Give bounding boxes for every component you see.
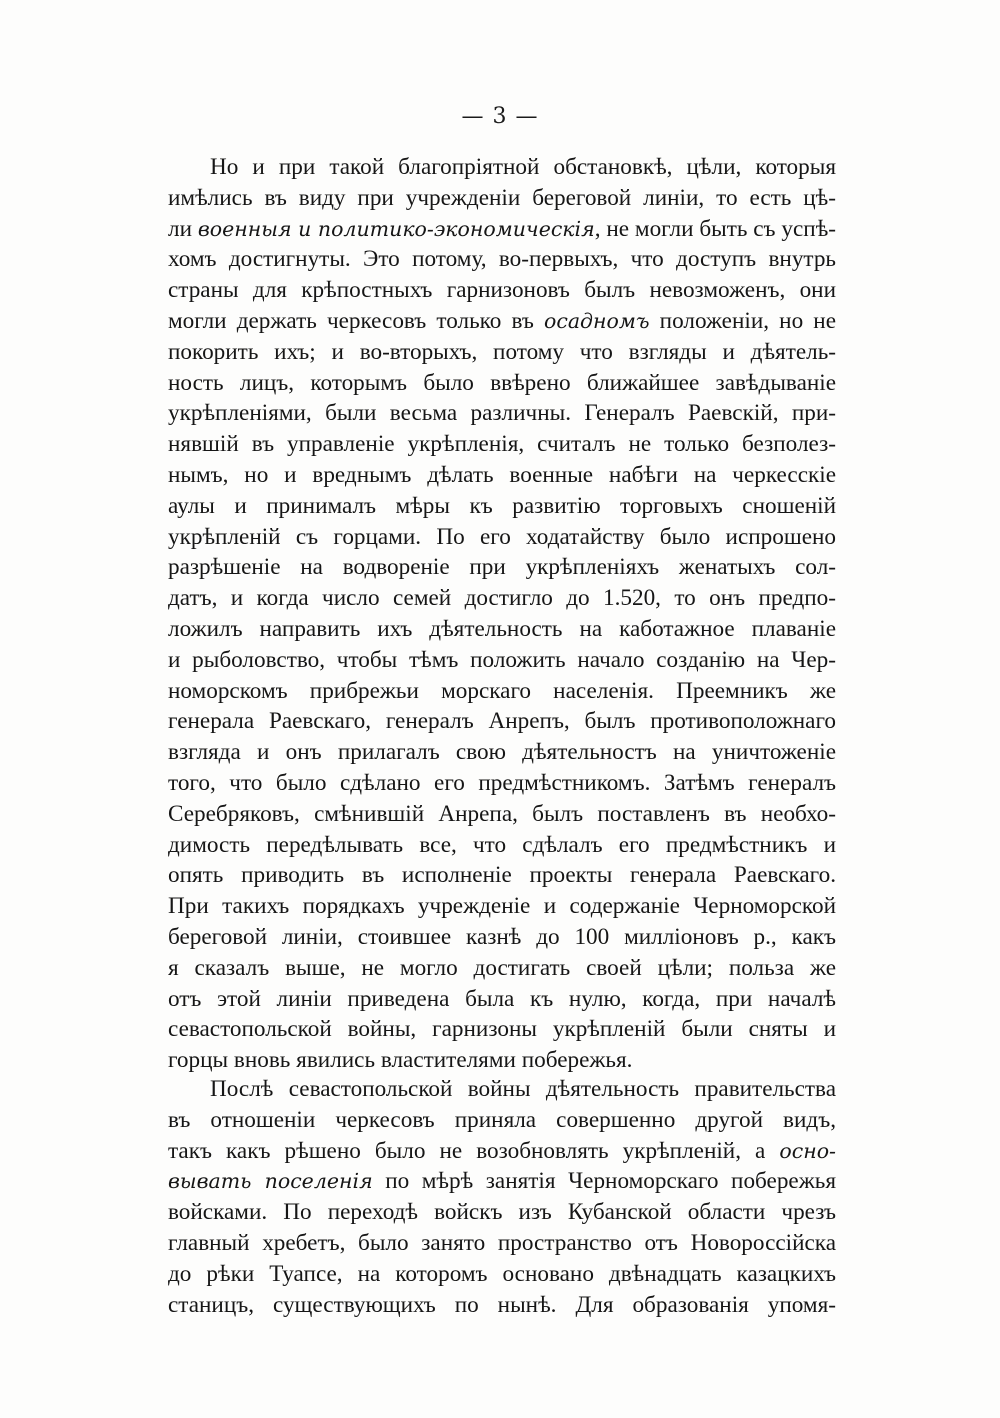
text-run: въ отношеніи черкесовъ приняла совершенно другой видъ, [168, 1106, 836, 1133]
text-run: могли держать черкесовъ только въ [168, 307, 544, 334]
text-line [168, 306, 836, 337]
text-run: нявшій въ управленіе укрѣпленія, считалъ не только безполез- [168, 431, 836, 458]
text-run: имѣлись въ виду при учрежденіи береговой линіи, то есть цѣ- [168, 184, 836, 211]
text-run: Но и при такой благопріятной обстановкѣ, цѣли, которыя [210, 154, 836, 180]
page-number: — 3 — [461, 104, 539, 129]
text-run: ложилъ направить ихъ дѣятельность на каботажное плаваніе [168, 615, 836, 642]
text-line [168, 522, 836, 553]
text-line [168, 645, 836, 676]
text-line [168, 398, 836, 429]
paragraph-1 [168, 152, 836, 1076]
text-run: станицъ, существующихъ по нынѣ. Для образованія упомя- [168, 1291, 836, 1318]
text-line [168, 922, 836, 953]
text-run: номорскомъ прибрежьи морскаго населенія. Преемникъ же [168, 677, 836, 704]
text-line [168, 429, 836, 460]
text-run: укрѣпленій съ горцами. По его ходатайству было испрошено [168, 523, 836, 550]
italic-run: вывать поселенія [168, 1169, 373, 1194]
text-run: укрѣпленіями, были весьма различны. Генералъ Раевскій, при- [168, 400, 836, 427]
text-line [168, 460, 836, 491]
text-run: покорить ихъ; и во-вторыхъ, потому что взгляды и дѣятель- [168, 338, 836, 365]
text-line [168, 737, 836, 768]
text-line [168, 183, 836, 214]
text-run: опять приводить въ исполненіе проекты генерала Раевскаго. [168, 862, 836, 889]
text-run: Послѣ севастопольской войны дѣятельность правительства [210, 1076, 836, 1102]
text-line [168, 1014, 836, 1045]
text-run: войсками. По переходѣ войскъ изъ Кубанской области чрезъ [168, 1199, 836, 1226]
italic-run: военныя и политико-экономическія [197, 216, 595, 241]
text-run: горцы вновь явились властителями побережья. [168, 1047, 633, 1074]
text-line [168, 337, 836, 368]
text-line [168, 1228, 836, 1259]
text-run: по мѣрѣ занятія Черноморскаго побережья [372, 1168, 836, 1195]
text-line [168, 706, 836, 737]
text-run: ли [168, 215, 198, 242]
text-line [168, 1259, 836, 1290]
text-line [168, 953, 836, 984]
text-run: и рыболовство, чтобы тѣмъ положить начало созданію на Чер- [168, 646, 836, 673]
text-run: положеніи, но не [649, 307, 836, 334]
text-run: аулы и принималъ мѣры къ развитію торговыхъ сношеній [168, 492, 836, 519]
text-line [168, 768, 836, 799]
text-line [168, 799, 836, 830]
text-line [168, 1074, 836, 1105]
text-run: я сказалъ выше, не могло достигать своей цѣли; польза же [168, 954, 836, 981]
text-run: генерала Раевскаго, генералъ Анрепъ, былъ противоположнаго [168, 708, 836, 735]
text-run: ность лицъ, которымъ было ввѣрено ближайшее завѣдываніе [168, 369, 836, 396]
text-line [168, 244, 836, 275]
text-line [168, 275, 836, 306]
text-line [168, 552, 836, 583]
text-run: главный хребетъ, было занято пространство отъ Новороссійска [168, 1229, 836, 1256]
text-line [168, 830, 836, 861]
text-run: разрѣшеніе на водвореніе при укрѣпленіяхъ женатыхъ сол- [168, 554, 836, 581]
text-run: береговой линіи, стоившее казнѣ до 100 милліоновъ р., какъ [168, 923, 836, 950]
text-line [168, 1136, 836, 1167]
italic-run: осно- [779, 1138, 836, 1163]
text-line [168, 1197, 836, 1228]
text-line [168, 984, 836, 1015]
text-line [168, 1045, 836, 1076]
text-run: , не могли быть съ успѣ- [594, 215, 837, 242]
text-line [168, 583, 836, 614]
paragraph-2 [168, 1074, 836, 1320]
text-line [168, 614, 836, 645]
text-run: Серебряковъ, смѣнившій Анрепа, былъ поставленъ въ необхо- [168, 800, 836, 827]
text-line [168, 1166, 836, 1197]
text-run: севастопольской войны, гарнизоны укрѣпленій были сняты и [168, 1016, 836, 1043]
text-run: хомъ достигнуты. Это потому, во-первыхъ, что доступъ внутрь [168, 246, 836, 273]
text-run: того, что было сдѣлано его предмѣстникомъ. Затѣмъ генералъ [168, 769, 836, 796]
text-run: нымъ, но и вреднымъ дѣлать военные набѣги на черкесскіе [168, 461, 836, 488]
text-run: отъ этой линіи приведена была къ нулю, когда, при началѣ [168, 985, 836, 1012]
text-run: датъ, и когда число семей достигло до 1.520, то онъ предпо- [168, 585, 836, 612]
text-line [168, 1105, 836, 1136]
text-line [168, 491, 836, 522]
text-run: взгляда и онъ прилагалъ свою дѣятельностъ на уничтоженіе [168, 739, 836, 766]
text-line [168, 676, 836, 707]
text-run: до рѣки Туапсе, на которомъ основано двѣнадцать казацкихъ [168, 1260, 836, 1287]
text-line [168, 368, 836, 399]
text-run: При такихъ порядкахъ учрежденіе и содержаніе Черноморской [168, 893, 836, 920]
text-line [168, 152, 836, 183]
text-line [168, 891, 836, 922]
text-line [168, 214, 836, 245]
text-run: страны для крѣпостныхъ гарнизоновъ былъ невозможенъ, они [168, 277, 836, 304]
text-run: димость передѣлывать все, что сдѣлалъ его предмѣстникъ и [168, 831, 836, 858]
italic-run: осадномъ [544, 308, 650, 333]
text-run: такъ какъ рѣшено было не возобновлять укрѣпленій, а [168, 1137, 780, 1164]
text-line [168, 1290, 836, 1321]
text-line [168, 860, 836, 891]
